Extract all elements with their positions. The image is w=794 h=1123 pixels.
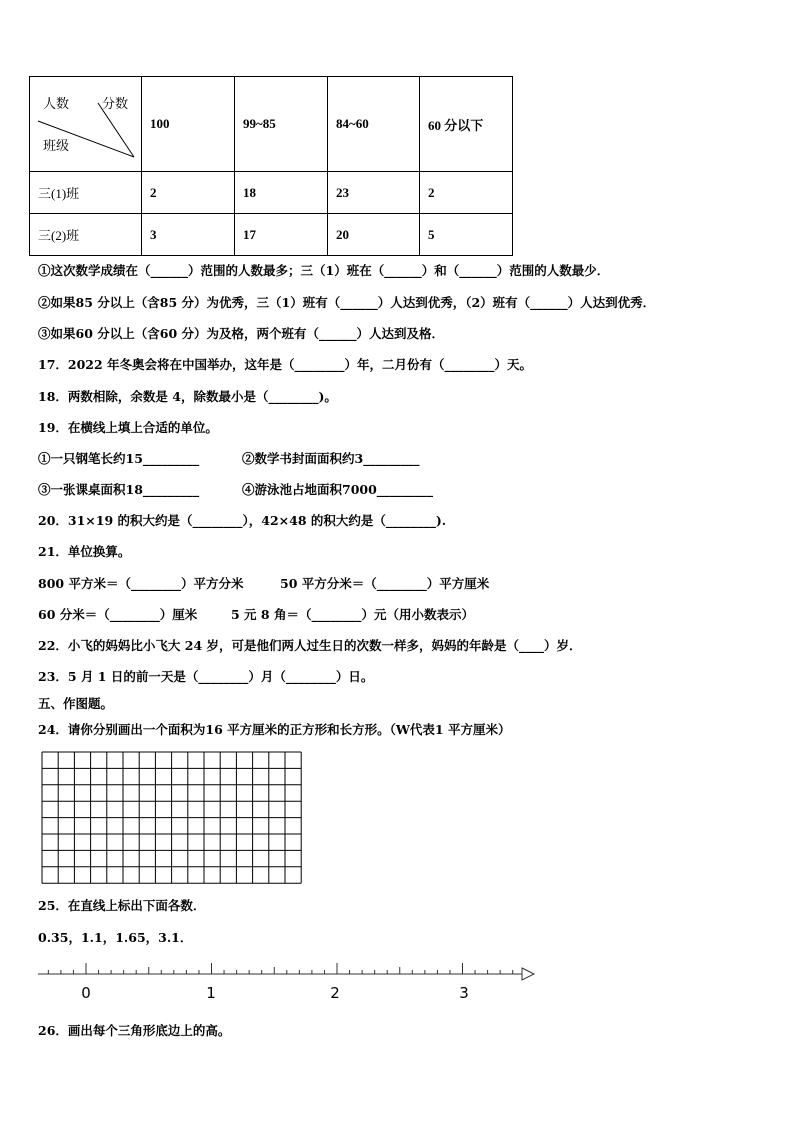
table-cell: 5 <box>420 214 513 256</box>
table-header-row <box>30 77 513 172</box>
question-21-title: 21．单位换算。 <box>38 544 131 559</box>
score-table <box>29 76 513 256</box>
arrow-head-icon <box>522 968 534 980</box>
question-19-title: 19．在横线上填上合适的单位。 <box>38 420 218 435</box>
q16-item-1: ①这次数学成绩在（______）范围的人数最多；三（1）班在（______）和（______）范围的人数最少． <box>38 263 610 278</box>
number-line <box>36 955 540 1005</box>
table-cell: 23 <box>328 172 420 214</box>
table-row <box>30 214 513 256</box>
q25-numbers: 0.35，1.1，1.65，3.1． <box>38 930 193 945</box>
q19-item-1: ①一只钢笔长约15_________ <box>38 451 200 466</box>
question-26: 26．画出每个三角形底边上的高。 <box>38 1023 231 1038</box>
q21-row-1b: 50 平方分米＝（________）平方厘米 <box>280 576 490 591</box>
column-header: 99~85 <box>235 77 328 172</box>
table-cell: 2 <box>142 172 235 214</box>
table-cell: 18 <box>235 172 328 214</box>
question-25-title: 25．在直线上标出下面各数． <box>38 898 206 913</box>
q19-item-3: ③一张课桌面积18_________ <box>38 482 200 497</box>
question-18: 18．两数相除，余数是 4，除数最小是（________)。 <box>38 389 337 404</box>
tick-label: 3 <box>459 984 469 1002</box>
q21-row-2b: 5 元 8 角＝（________）元（用小数表示） <box>231 607 474 622</box>
tick-label: 0 <box>81 984 91 1002</box>
row-label: 三(2)班 <box>30 214 142 256</box>
column-header: 100 <box>142 77 235 172</box>
question-17: 17．2022 年冬奥会将在中国举办，这年是（________）年，二月份有（________）天。 <box>38 357 533 372</box>
header-people: 人数 <box>43 96 70 111</box>
header-score: 分数 <box>102 96 129 111</box>
question-23: 23．5 月 1 日的前一天是（________）月（________）日。 <box>38 669 374 684</box>
header-class: 班级 <box>43 138 70 153</box>
table-cell: 20 <box>328 214 420 256</box>
section-5-heading: 五、作图题。 <box>38 696 114 711</box>
table-cell: 3 <box>142 214 235 256</box>
table-cell: 17 <box>235 214 328 256</box>
tick-label: 2 <box>330 984 340 1002</box>
q21-row-1a: 800 平方米＝（________）平方分米 <box>38 576 244 591</box>
column-header: 60 分以下 <box>420 77 513 172</box>
q19-item-4: ④游泳池占地面积7000_________ <box>242 482 434 497</box>
q16-item-3: ③如果60 分以上（含60 分）为及格，两个班有（______）人达到及格． <box>38 326 444 341</box>
question-20: 20．31×19 的积大约是（________），42×48 的积大约是（________). <box>38 513 447 528</box>
tick-label: 1 <box>206 984 216 1002</box>
row-label: 三(1)班 <box>30 172 142 214</box>
question-24: 24．请你分别画出一个面积为16 平方厘米的正方形和长方形。（W代表1 平方厘米） <box>38 722 511 737</box>
column-header: 84~60 <box>328 77 420 172</box>
table-cell: 2 <box>420 172 513 214</box>
diagonal-lines <box>30 77 141 171</box>
table-row <box>30 172 513 214</box>
question-22: 22．小飞的妈妈比小飞大 24 岁，可是他们两人过生日的次数一样多，妈妈的年龄是（____）岁． <box>38 638 582 653</box>
q16-item-2: ②如果85 分以上（含85 分）为优秀，三（1）班有（______）人达到优秀，（2）班有（______）人达到优秀． <box>38 295 656 310</box>
square-grid <box>41 751 305 885</box>
diagonal-header-cell <box>30 77 142 172</box>
q19-item-2: ②数学书封面面积约3_________ <box>242 451 420 466</box>
q21-row-2a: 60 分米＝（________）厘米 <box>38 607 198 622</box>
